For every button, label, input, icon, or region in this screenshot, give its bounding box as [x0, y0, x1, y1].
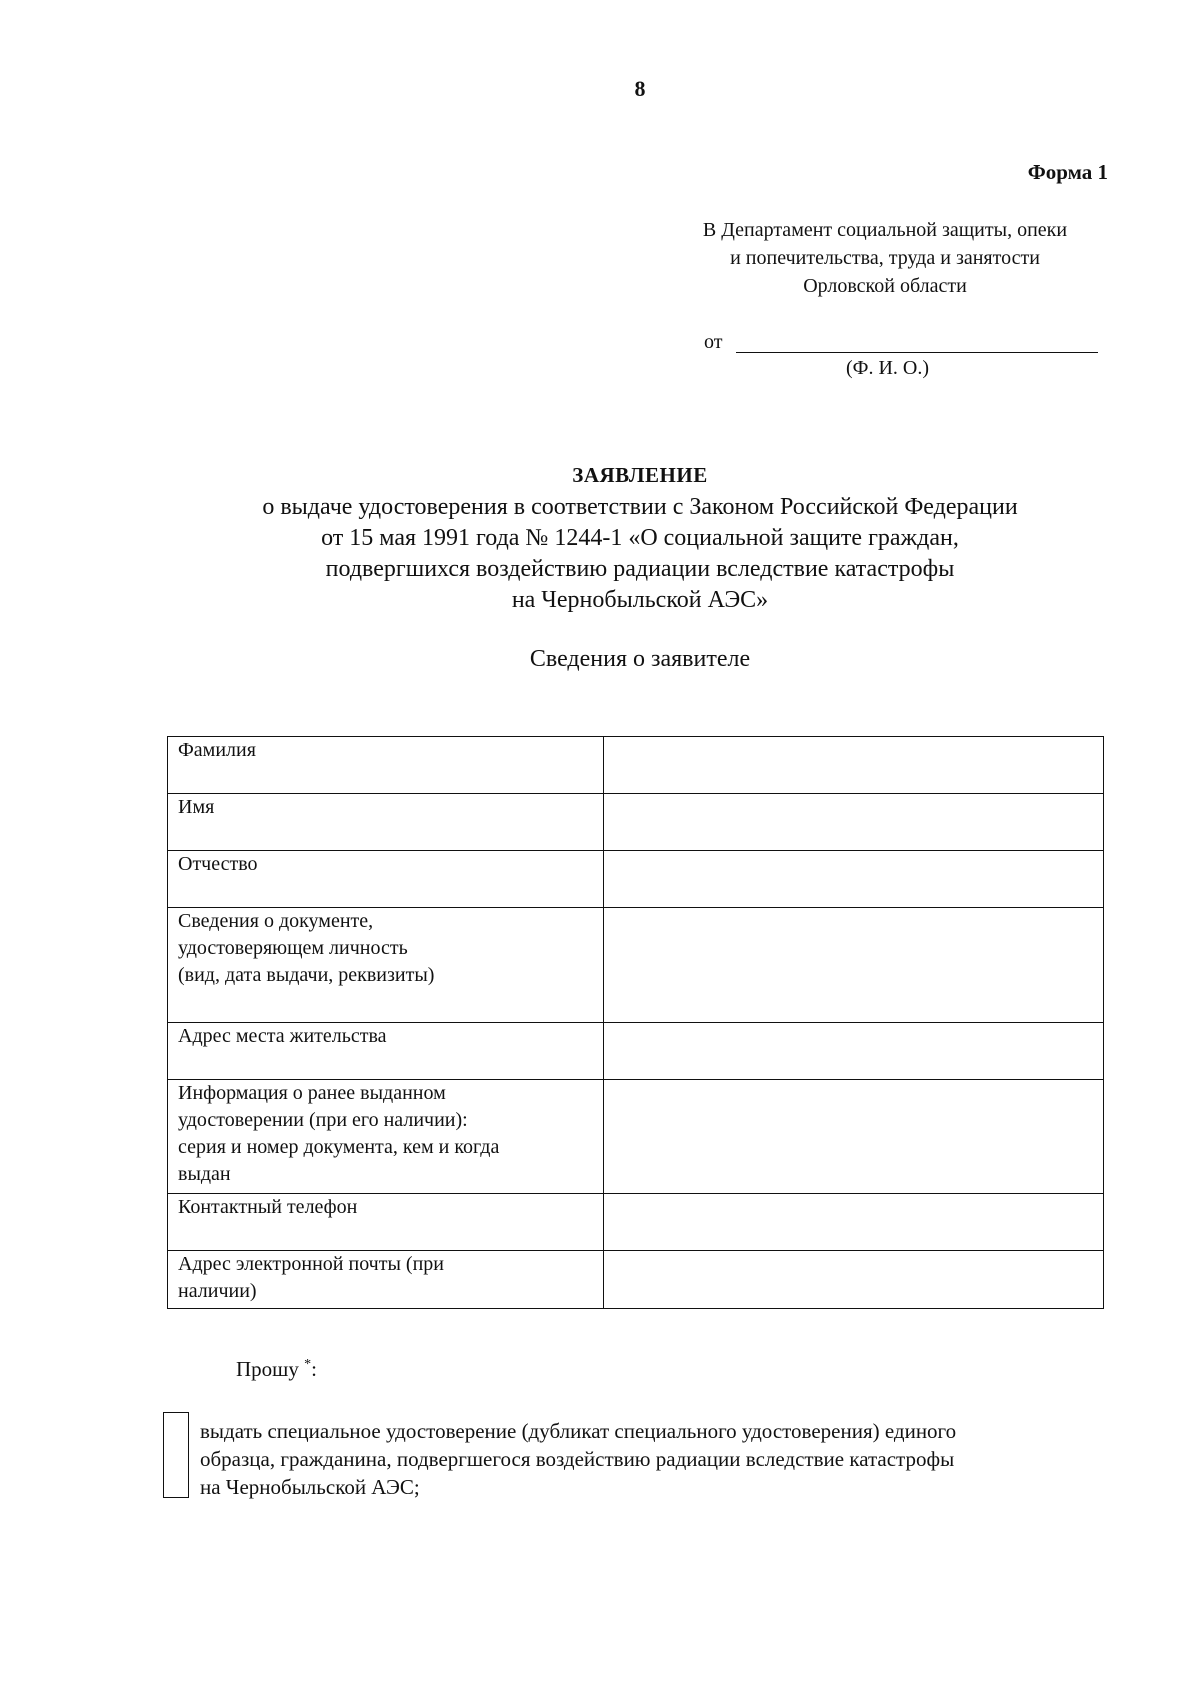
table-row — [168, 1251, 1104, 1309]
table-row — [168, 1023, 1104, 1080]
certificate-request-text — [200, 1417, 1120, 1501]
form-label: Форма 1 — [1027, 160, 1108, 184]
document-title: ЗАЯВЛЕНИЕ — [572, 463, 708, 487]
addressee-line: Орловской области — [803, 275, 967, 297]
subtitle-line: от 15 мая 1991 года № 1244-1 «О социальной защите граждан, — [321, 525, 959, 551]
label-line: наличии) — [178, 1280, 257, 1302]
from-prefix: от — [704, 331, 723, 353]
label-line: удостоверении (при его наличии): — [178, 1109, 468, 1131]
certificate-request-checkbox[interactable] — [163, 1412, 189, 1498]
request-text-line: выдать специальное удостоверение (дубликат специального удостоверения) единого — [200, 1419, 957, 1443]
addressee-line: В Департамент социальной защиты, опеки — [702, 219, 1068, 241]
table-row — [168, 737, 1104, 794]
row-label-patronymic: Отчество — [168, 851, 604, 908]
label-line: удостоверяющем личность — [178, 937, 408, 959]
subtitle-line: о выдаче удостоверения в соответствии с Законом Российской Федерации — [262, 494, 1018, 520]
row-label-email — [168, 1251, 604, 1309]
request-label-text: Прошу — [236, 1357, 299, 1381]
addressee-line: и попечительства, труда и занятости — [730, 247, 1040, 269]
table-row — [168, 851, 1104, 908]
request-text-line: на Чернобыльской АЭС; — [200, 1475, 420, 1499]
page-number: 8 — [634, 76, 646, 101]
label-line: Информация о ранее выданном — [178, 1082, 446, 1104]
row-label-name: Имя — [168, 794, 604, 851]
value-cell-previous-certificate[interactable] — [604, 1080, 1104, 1194]
row-label-surname: Фамилия — [168, 737, 604, 794]
table-row — [168, 908, 1104, 1023]
label-line: (вид, дата выдачи, реквизиты) — [178, 964, 435, 986]
subtitle-line: на Чернобыльской АЭС» — [511, 587, 769, 613]
row-label-identity-document — [168, 908, 604, 1023]
subtitle-line: подвергшихся воздействию радиации вследствие катастрофы — [325, 556, 955, 582]
row-label-address: Адрес места жительства — [168, 1023, 604, 1080]
table-row — [168, 1194, 1104, 1251]
row-label-previous-certificate — [168, 1080, 604, 1194]
request-label-suffix: : — [311, 1357, 317, 1381]
row-label-phone: Контактный телефон — [168, 1194, 604, 1251]
value-cell-address[interactable] — [604, 1023, 1104, 1080]
label-line: выдан — [178, 1163, 231, 1185]
footnote-mark: * — [304, 1357, 312, 1372]
addressee-block — [660, 216, 1110, 300]
fio-input-line[interactable] — [736, 352, 1098, 353]
value-cell-email[interactable] — [604, 1251, 1104, 1309]
label-line: Адрес электронной почты (при — [178, 1253, 444, 1275]
section-heading: Сведения о заявителе — [529, 646, 751, 672]
document-subtitle — [150, 492, 1130, 616]
request-label — [236, 1357, 317, 1382]
label-line: Сведения о документе, — [178, 910, 374, 932]
applicant-info-table — [167, 736, 1104, 1309]
table-row — [168, 1080, 1104, 1194]
label-line: серия и номер документа, кем и когда — [178, 1136, 500, 1158]
value-cell-surname[interactable] — [604, 737, 1104, 794]
value-cell-name[interactable] — [604, 794, 1104, 851]
table-row — [168, 794, 1104, 851]
request-text-line: образца, гражданина, подвергшегося воздействию радиации вследствие катастрофы — [200, 1447, 955, 1471]
value-cell-phone[interactable] — [604, 1194, 1104, 1251]
fio-caption: (Ф. И. О.) — [846, 357, 930, 379]
value-cell-patronymic[interactable] — [604, 851, 1104, 908]
value-cell-identity-document[interactable] — [604, 908, 1104, 1023]
